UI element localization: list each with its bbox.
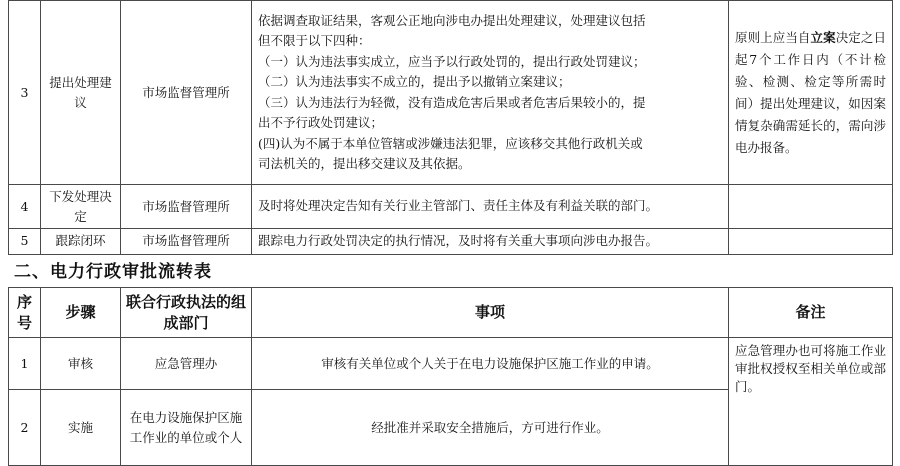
header-item: 事项 (252, 288, 729, 338)
table-row (9, 1, 893, 185)
step-name: 提出处理建议 (41, 1, 121, 185)
header-step: 步骤 (41, 288, 121, 338)
table-row (9, 229, 893, 255)
item-description: 审核有关单位或个人关于在电力设施保护区施工作业的申请。 (252, 338, 729, 390)
step-name: 审核 (41, 338, 121, 390)
department-name: 应急管理办 (121, 338, 252, 390)
remark-cell (729, 185, 893, 229)
header-number: 序号 (9, 288, 41, 338)
description-line: （一）认为违法事实成立，应当予以行政处罚的，提出行政处罚建议； (258, 53, 646, 69)
header-remark: 备注 (729, 288, 893, 338)
table-row (9, 338, 893, 390)
department-name: 市场监督管理所 (121, 1, 252, 185)
approval-flow-table (8, 287, 893, 466)
description-line: （三）认为违法行为轻微，没有造成危害后果或者危害后果较小的，提 (258, 94, 646, 110)
step-name: 实施 (41, 390, 121, 466)
header-department: 联合行政执法的组成部门 (121, 288, 252, 338)
remark-cell (729, 1, 893, 185)
remark-text: 原则上应当自 (735, 29, 811, 45)
row-number: 4 (9, 185, 41, 229)
row-number: 3 (9, 1, 41, 185)
item-description: 经批准并采取安全措施后，方可进行作业。 (252, 390, 729, 466)
remark-bold-text: 立案 (810, 29, 836, 45)
remark-cell (729, 229, 893, 255)
description-line: 出不予行政处罚建议； (258, 115, 384, 130)
enforcement-flow-table (8, 0, 893, 255)
row-number: 5 (9, 229, 41, 255)
table-row (9, 185, 893, 229)
item-description: 及时将处理决定告知有关行业主管部门、责任主体及有利益关联的部门。 (252, 185, 729, 229)
table-header-row (9, 288, 893, 338)
department-name: 在电力设施保护区施工作业的单位或个人 (121, 390, 252, 466)
row-number: 1 (9, 338, 41, 390)
description-line: 依据调查取证结果，客观公正地向涉电办提出处理建议，处理建议包括 (258, 12, 646, 28)
description-line: 司法机关的，提出移交建议及其依据。 (258, 156, 471, 171)
remark-text: 决定之日起7个工作日内（不计检验、检测、检定等所需时间）提出处理建议，如因案情复杂确需延长的，需向涉电办报备。 (735, 29, 886, 155)
step-name: 跟踪闭环 (41, 229, 121, 255)
merged-remark-cell: 应急管理办也可将施工作业审批权授权至相关单位或部门。 (729, 338, 893, 466)
description-line: 但不限于以下四种： (258, 33, 371, 48)
row-number: 2 (9, 390, 41, 466)
department-name: 市场监督管理所 (121, 229, 252, 255)
description-line: （二）认为违法事实不成立的，提出予以撤销立案建议； (258, 74, 571, 89)
step-name: 下发处理决定 (41, 185, 121, 229)
item-description (252, 1, 729, 185)
section-title: 二、电力行政审批流转表 (14, 262, 212, 282)
department-name: 市场监督管理所 (121, 185, 252, 229)
item-description: 跟踪电力行政处罚决定的执行情况，及时将有关重大事项向涉电办报告。 (252, 229, 729, 255)
description-line: (四)认为不属于本单位管辖或涉嫌违法犯罪，应该移交其他行政机关或 (258, 135, 643, 151)
